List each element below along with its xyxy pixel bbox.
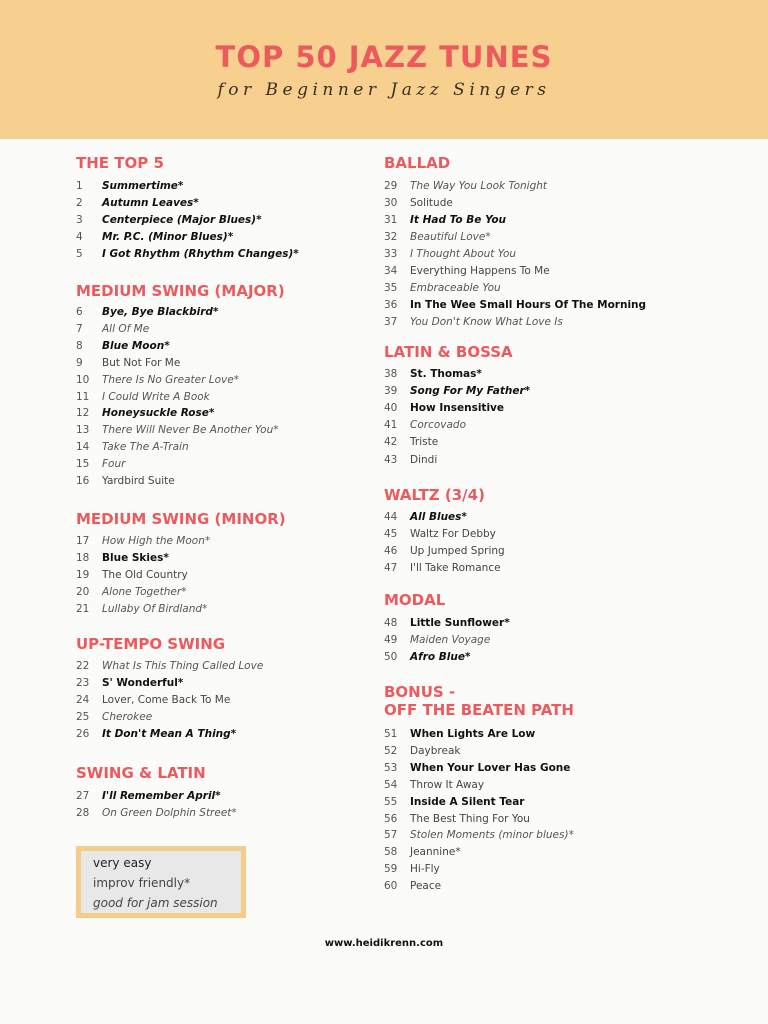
tune-row xyxy=(76,355,180,372)
tune-title: Afro Blue* xyxy=(410,651,471,663)
tune-number: 10 xyxy=(76,373,90,386)
tune-number: 32 xyxy=(384,231,398,243)
tune-row xyxy=(76,195,199,212)
tune-title: I'll Remember April* xyxy=(102,790,221,802)
tune-title: Embraceable You xyxy=(410,282,501,294)
tune-row xyxy=(384,400,504,417)
tune-number: 35 xyxy=(384,282,398,294)
tune-number: 58 xyxy=(384,846,398,859)
tune-row xyxy=(384,560,501,577)
tune-row xyxy=(76,405,214,422)
section-title-medium-swing-minor: MEDIUM SWING (MINOR) xyxy=(76,510,286,528)
tune-number: 43 xyxy=(384,453,398,466)
tune-row xyxy=(76,229,233,246)
tune-row xyxy=(384,366,482,383)
tune-row xyxy=(384,649,470,666)
tune-row xyxy=(76,726,236,743)
tune-title: St. Thomas* xyxy=(410,368,482,380)
tune-number: 13 xyxy=(76,424,90,437)
tune-number: 29 xyxy=(384,180,398,192)
tune-number: 38 xyxy=(384,368,398,380)
tune-row xyxy=(384,743,460,760)
tune-title: Stolen Moments (minor blues)* xyxy=(410,829,574,842)
tune-number: 49 xyxy=(384,634,398,646)
tune-row xyxy=(76,439,189,456)
tune-number: 57 xyxy=(384,829,398,842)
tune-number: 2 xyxy=(76,197,83,210)
tune-title: Centerpiece (Major Blues)* xyxy=(102,214,262,227)
tune-title: Blue Moon* xyxy=(102,339,170,352)
tune-number: 22 xyxy=(76,660,90,672)
tune-title: Cherokee xyxy=(102,711,153,723)
tune-title: All Blues* xyxy=(410,511,467,523)
tune-title: Peace xyxy=(410,880,442,893)
tune-row xyxy=(76,422,279,439)
tune-number: 31 xyxy=(384,214,398,226)
tune-title: But Not For Me xyxy=(102,356,181,369)
tune-number: 15 xyxy=(76,458,90,471)
tune-title: The Way You Look Tonight xyxy=(410,180,548,192)
tune-row xyxy=(384,794,525,811)
tune-row xyxy=(76,567,188,584)
tune-title: Everything Happens To Me xyxy=(410,265,550,277)
tune-title: Jeannine* xyxy=(410,846,461,859)
tune-number: 16 xyxy=(76,475,90,487)
tune-title: The Old Country xyxy=(102,569,188,582)
tune-row xyxy=(384,777,484,794)
tune-title: Take The A-Train xyxy=(102,441,189,454)
tune-title: How High the Moon* xyxy=(102,535,211,547)
tune-number: 30 xyxy=(384,197,398,209)
tune-number: 27 xyxy=(76,790,90,802)
tune-row xyxy=(384,178,547,195)
tune-number: 18 xyxy=(76,552,90,565)
tune-row xyxy=(384,861,440,878)
tune-number: 44 xyxy=(384,511,398,523)
tune-title: Song For My Father* xyxy=(410,385,531,398)
tune-title: I Thought About You xyxy=(410,248,517,260)
tune-title: Little Sunflower* xyxy=(410,617,510,629)
section-title-waltz-3-4: WALTZ (3/4) xyxy=(384,486,485,504)
section-title-modal: MODAL xyxy=(384,591,446,609)
tune-number: 56 xyxy=(384,812,398,825)
tune-number: 59 xyxy=(384,863,398,876)
tune-title: I Could Write A Book xyxy=(102,390,210,403)
tune-row xyxy=(76,675,183,692)
tune-title: Honeysuckle Rose* xyxy=(102,407,215,420)
tune-number: 19 xyxy=(76,569,90,582)
tune-number: 54 xyxy=(384,778,398,791)
tune-number: 8 xyxy=(76,339,83,352)
tune-number: 12 xyxy=(76,407,90,420)
tune-row xyxy=(76,372,239,389)
tune-row xyxy=(384,543,505,560)
tune-row xyxy=(76,805,237,822)
tune-row xyxy=(384,632,490,649)
tune-title: Daybreak xyxy=(410,744,461,757)
tune-row xyxy=(384,383,530,400)
tune-number: 20 xyxy=(76,586,90,599)
tune-title: Blue Skies* xyxy=(102,552,169,565)
tune-number: 48 xyxy=(384,617,398,629)
footer-url[interactable]: www.heidikrenn.com xyxy=(324,938,444,949)
tune-row xyxy=(384,726,535,743)
tune-row xyxy=(384,878,441,895)
tune-title: There Will Never Be Another You* xyxy=(102,424,279,437)
tune-title: Up Jumped Spring xyxy=(410,545,505,557)
tune-number: 14 xyxy=(76,441,90,454)
tune-title: All Of Me xyxy=(102,322,150,335)
tune-row xyxy=(76,473,175,490)
tune-row xyxy=(384,844,461,861)
tune-row xyxy=(384,827,574,844)
tune-number: 4 xyxy=(76,231,83,244)
tune-row xyxy=(384,526,496,543)
section-title-medium-swing-major: MEDIUM SWING (MAJOR) xyxy=(76,282,285,300)
tune-title: Triste xyxy=(410,436,439,449)
tune-title: You Don't Know What Love Is xyxy=(410,316,563,328)
tune-number: 45 xyxy=(384,528,398,540)
tune-title: There Is No Greater Love* xyxy=(102,373,239,386)
tune-number: 55 xyxy=(384,795,398,808)
section-title-off-the-beaten-path: OFF THE BEATEN PATH xyxy=(384,701,574,719)
tune-row xyxy=(76,338,170,355)
section-title-ballad: BALLAD xyxy=(384,154,451,172)
tune-number: 40 xyxy=(384,402,398,415)
tune-row xyxy=(384,615,510,632)
tune-number: 53 xyxy=(384,761,398,774)
tune-number: 25 xyxy=(76,711,90,723)
tune-number: 47 xyxy=(384,562,398,574)
tune-number: 41 xyxy=(384,419,398,432)
tune-row xyxy=(384,509,467,526)
tune-title: Dindi xyxy=(410,453,438,466)
tune-number: 5 xyxy=(76,248,83,261)
tune-row xyxy=(384,314,563,331)
tune-title: S' Wonderful* xyxy=(102,677,184,689)
tune-row xyxy=(76,304,218,321)
legend-jam-session: good for jam session xyxy=(93,896,218,910)
tune-title: What Is This Thing Called Love xyxy=(102,660,264,672)
section-title-up-tempo-swing: UP-TEMPO SWING xyxy=(76,635,226,653)
tune-row xyxy=(76,456,125,473)
tune-title: The Best Thing For You xyxy=(410,812,530,825)
tune-number: 46 xyxy=(384,545,398,557)
tune-row xyxy=(76,550,169,567)
section-title-the-top-5: THE TOP 5 xyxy=(76,154,164,172)
tune-title: Hi-Fly xyxy=(410,863,440,876)
tune-row xyxy=(384,229,491,246)
tune-title: Mr. P.C. (Minor Blues)* xyxy=(102,231,234,244)
tune-title: Beautiful Love* xyxy=(410,231,491,243)
legend-inner xyxy=(81,851,241,913)
tune-row xyxy=(384,263,550,280)
tune-title: Alone Together* xyxy=(102,586,187,599)
section-title-bonus: BONUS - xyxy=(384,683,456,701)
section-title-swing-latin: SWING & LATIN xyxy=(76,764,206,782)
tune-row xyxy=(76,389,210,406)
tune-number: 11 xyxy=(76,390,90,403)
tune-row xyxy=(76,658,263,675)
tune-number: 23 xyxy=(76,677,90,689)
tune-number: 33 xyxy=(384,248,398,260)
tune-row xyxy=(76,709,152,726)
section-title-latin-bossa: LATIN & BOSSA xyxy=(384,343,513,361)
tune-title: Yardbird Suite xyxy=(102,475,175,487)
tune-title: Lover, Come Back To Me xyxy=(102,694,231,706)
tune-number: 24 xyxy=(76,694,90,706)
page-subtitle: for Beginner Jazz Singers xyxy=(217,80,551,100)
tune-row xyxy=(76,692,230,709)
tune-title: In The Wee Small Hours Of The Morning xyxy=(410,299,647,311)
tune-number: 28 xyxy=(76,807,90,819)
tune-row xyxy=(76,178,183,195)
legend-very-easy: very easy xyxy=(93,856,152,870)
tune-number: 9 xyxy=(76,356,83,369)
tune-row xyxy=(76,321,149,338)
tune-number: 34 xyxy=(384,265,398,277)
tune-row xyxy=(76,533,210,550)
tune-title: Autumn Leaves* xyxy=(102,197,199,210)
tune-title: When Lights Are Low xyxy=(410,728,536,740)
tune-row xyxy=(384,760,570,777)
tune-number: 50 xyxy=(384,651,398,663)
tune-number: 60 xyxy=(384,880,398,893)
legend-improv-friendly: improv friendly* xyxy=(93,876,191,890)
tune-title: Throw It Away xyxy=(410,778,485,791)
tune-number: 7 xyxy=(76,322,83,335)
tune-title: Waltz For Debby xyxy=(410,528,496,540)
tune-row xyxy=(76,788,221,805)
tune-title: On Green Dolphin Street* xyxy=(102,807,237,819)
tune-title: I'll Take Romance xyxy=(410,562,501,574)
tune-title: Solitude xyxy=(410,197,453,209)
tune-title: When Your Lover Has Gone xyxy=(410,761,571,774)
tune-title: It Had To Be You xyxy=(410,214,507,226)
tune-row xyxy=(384,434,438,451)
tune-number: 26 xyxy=(76,728,90,740)
tune-title: Summertime* xyxy=(102,180,184,192)
tune-row xyxy=(76,601,207,618)
tune-title: How Insensitive xyxy=(410,402,505,415)
tune-title: Corcovado xyxy=(410,419,467,432)
tune-title: I Got Rhythm (Rhythm Changes)* xyxy=(102,248,299,261)
tune-row xyxy=(76,584,186,601)
page-title: TOP 50 JAZZ TUNES xyxy=(215,40,553,74)
tune-number: 1 xyxy=(76,180,83,192)
tune-title: Four xyxy=(102,458,126,471)
tune-title: Inside A Silent Tear xyxy=(410,795,525,808)
tune-number: 42 xyxy=(384,436,398,449)
legend-box xyxy=(76,846,246,918)
tune-number: 51 xyxy=(384,728,398,740)
tune-title: Maiden Voyage xyxy=(410,634,491,646)
tune-title: Lullaby Of Birdland* xyxy=(102,603,208,616)
tune-title: Bye, Bye Blackbird* xyxy=(102,306,219,318)
tune-row xyxy=(76,246,299,263)
tune-row xyxy=(384,195,453,212)
tune-title: It Don't Mean A Thing* xyxy=(102,728,237,740)
tune-number: 37 xyxy=(384,316,398,328)
tune-row xyxy=(76,212,262,229)
tune-number: 3 xyxy=(76,214,83,227)
tune-number: 6 xyxy=(76,306,83,318)
tune-row xyxy=(384,452,437,469)
tune-row xyxy=(384,280,501,297)
tune-number: 17 xyxy=(76,535,90,547)
tune-number: 52 xyxy=(384,744,398,757)
tune-number: 21 xyxy=(76,603,90,616)
tune-row xyxy=(384,212,506,229)
tune-number: 39 xyxy=(384,385,398,398)
tune-number: 36 xyxy=(384,299,398,311)
tune-row xyxy=(384,297,646,314)
tune-row xyxy=(384,417,466,434)
tune-row xyxy=(384,246,516,263)
tune-row xyxy=(384,811,530,828)
